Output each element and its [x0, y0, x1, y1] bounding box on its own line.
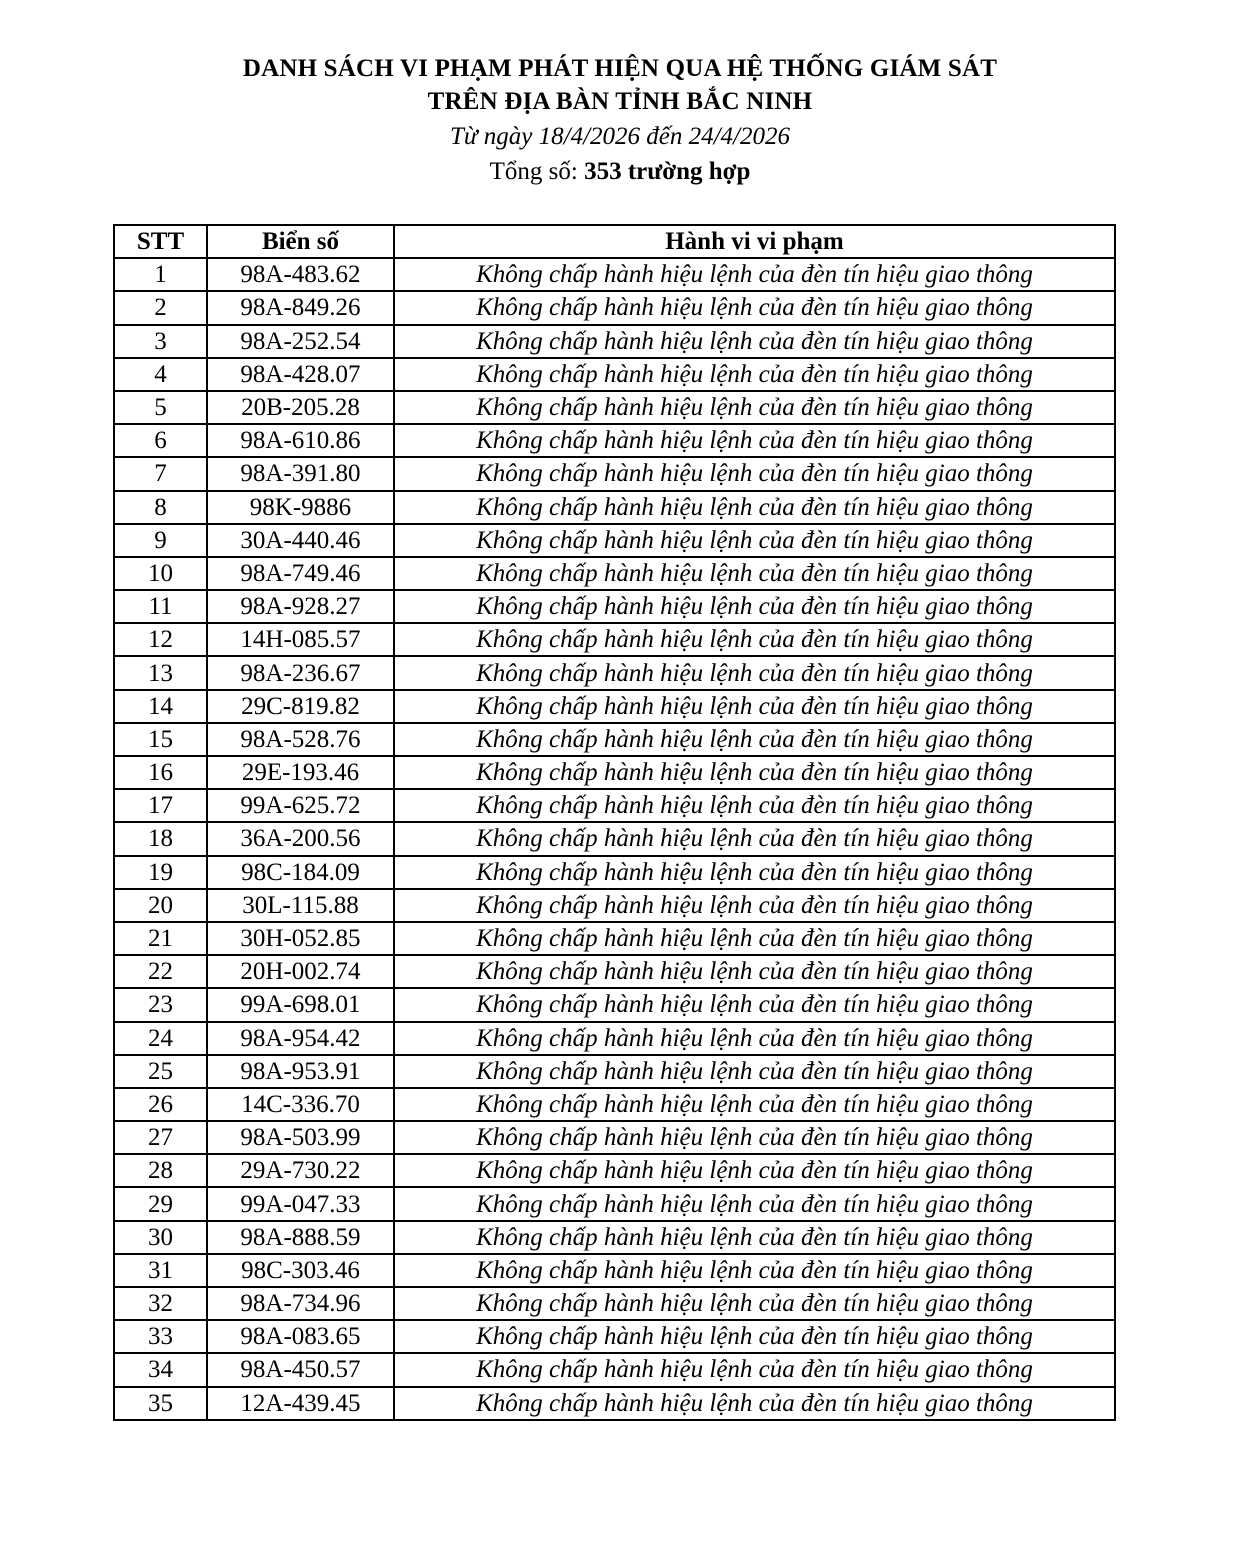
- row-stt-cell: 10: [114, 557, 207, 590]
- row-violation-cell: Không chấp hành hiệu lệnh của đèn tín hiệu giao thông: [394, 1022, 1115, 1055]
- table-body: [114, 258, 1115, 1420]
- row-violation-cell: Không chấp hành hiệu lệnh của đèn tín hiệu giao thông: [394, 590, 1115, 623]
- table-row: [114, 1287, 1115, 1320]
- row-stt-cell: 11: [114, 590, 207, 623]
- row-plate-cell: 98A-236.67: [207, 656, 394, 689]
- row-plate-cell: 98A-954.42: [207, 1022, 394, 1055]
- row-plate-cell: 98C-184.09: [207, 856, 394, 889]
- row-plate-cell: 99A-625.72: [207, 789, 394, 822]
- row-violation-cell: Không chấp hành hiệu lệnh của đèn tín hiệu giao thông: [394, 922, 1115, 955]
- row-stt-cell: 6: [114, 424, 207, 457]
- table-row: [114, 988, 1115, 1021]
- table-row: [114, 358, 1115, 391]
- row-stt-cell: 17: [114, 789, 207, 822]
- date-range: Từ ngày 18/4/2026 đến 24/4/2026: [449, 123, 790, 150]
- table-row: [114, 1320, 1115, 1353]
- row-stt-cell: 25: [114, 1055, 207, 1088]
- row-plate-cell: 98A-503.99: [207, 1121, 394, 1154]
- row-stt-cell: 21: [114, 922, 207, 955]
- table-row: [114, 491, 1115, 524]
- table-row: [114, 557, 1115, 590]
- table-row: [114, 1221, 1115, 1254]
- row-stt-cell: 1: [114, 258, 207, 291]
- row-violation-cell: Không chấp hành hiệu lệnh của đèn tín hiệu giao thông: [394, 822, 1115, 855]
- table-row: [114, 922, 1115, 955]
- row-plate-cell: 98A-483.62: [207, 258, 394, 291]
- row-stt-cell: 9: [114, 524, 207, 557]
- row-plate-cell: 98A-391.80: [207, 457, 394, 490]
- row-violation-cell: Không chấp hành hiệu lệnh của đèn tín hiệu giao thông: [394, 491, 1115, 524]
- row-violation-cell: Không chấp hành hiệu lệnh của đèn tín hiệu giao thông: [394, 557, 1115, 590]
- row-violation-cell: Không chấp hành hiệu lệnh của đèn tín hiệu giao thông: [394, 789, 1115, 822]
- row-plate-cell: 99A-047.33: [207, 1187, 394, 1220]
- row-violation-cell: Không chấp hành hiệu lệnh của đèn tín hiệu giao thông: [394, 656, 1115, 689]
- table-row: [114, 1187, 1115, 1220]
- row-violation-cell: Không chấp hành hiệu lệnh của đèn tín hiệu giao thông: [394, 1320, 1115, 1353]
- row-violation-cell: Không chấp hành hiệu lệnh của đèn tín hiệu giao thông: [394, 457, 1115, 490]
- row-stt-cell: 28: [114, 1154, 207, 1187]
- row-stt-cell: 16: [114, 756, 207, 789]
- table-row: [114, 325, 1115, 358]
- row-stt-cell: 13: [114, 656, 207, 689]
- row-violation-cell: Không chấp hành hiệu lệnh của đèn tín hiệu giao thông: [394, 325, 1115, 358]
- row-violation-cell: Không chấp hành hiệu lệnh của đèn tín hiệu giao thông: [394, 1088, 1115, 1121]
- row-stt-cell: 19: [114, 856, 207, 889]
- document-title-line-1: DANH SÁCH VI PHẠM PHÁT HIỆN QUA HỆ THỐNG GIÁM SÁT: [242, 55, 998, 82]
- row-violation-cell: Không chấp hành hiệu lệnh của đèn tín hiệu giao thông: [394, 358, 1115, 391]
- table-row: [114, 889, 1115, 922]
- row-stt-cell: 14: [114, 690, 207, 723]
- table-row: [114, 391, 1115, 424]
- row-plate-cell: 20B-205.28: [207, 391, 394, 424]
- table-row: [114, 457, 1115, 490]
- table-row: [114, 424, 1115, 457]
- row-plate-cell: 98A-953.91: [207, 1055, 394, 1088]
- row-violation-cell: Không chấp hành hiệu lệnh của đèn tín hiệu giao thông: [394, 756, 1115, 789]
- row-stt-cell: 29: [114, 1187, 207, 1220]
- row-plate-cell: 98A-734.96: [207, 1287, 394, 1320]
- total-count: [0, 154, 1240, 189]
- row-stt-cell: 34: [114, 1353, 207, 1386]
- table-row: [114, 524, 1115, 557]
- row-stt-cell: 5: [114, 391, 207, 424]
- table-row: [114, 789, 1115, 822]
- row-stt-cell: 20: [114, 889, 207, 922]
- row-stt-cell: 30: [114, 1221, 207, 1254]
- row-plate-cell: 98A-450.57: [207, 1353, 394, 1386]
- table-row: [114, 1121, 1115, 1154]
- violations-table: [113, 224, 1116, 1421]
- row-plate-cell: 98A-252.54: [207, 325, 394, 358]
- row-violation-cell: Không chấp hành hiệu lệnh của đèn tín hiệu giao thông: [394, 424, 1115, 457]
- table-row: [114, 656, 1115, 689]
- row-violation-cell: Không chấp hành hiệu lệnh của đèn tín hiệu giao thông: [394, 524, 1115, 557]
- row-plate-cell: 29A-730.22: [207, 1154, 394, 1187]
- row-plate-cell: 98A-749.46: [207, 557, 394, 590]
- table-row: [114, 623, 1115, 656]
- header-stt: STT: [114, 225, 207, 258]
- total-label: Tổng số:: [489, 158, 585, 185]
- row-violation-cell: Không chấp hành hiệu lệnh của đèn tín hiệu giao thông: [394, 1221, 1115, 1254]
- row-violation-cell: Không chấp hành hiệu lệnh của đèn tín hiệu giao thông: [394, 723, 1115, 756]
- row-violation-cell: Không chấp hành hiệu lệnh của đèn tín hiệu giao thông: [394, 856, 1115, 889]
- table-row: [114, 258, 1115, 291]
- row-violation-cell: Không chấp hành hiệu lệnh của đèn tín hiệu giao thông: [394, 955, 1115, 988]
- row-stt-cell: 26: [114, 1088, 207, 1121]
- row-stt-cell: 8: [114, 491, 207, 524]
- table-row: [114, 1055, 1115, 1088]
- row-plate-cell: 98A-428.07: [207, 358, 394, 391]
- row-plate-cell: 98C-303.46: [207, 1254, 394, 1287]
- header-plate: Biển số: [207, 225, 394, 258]
- row-stt-cell: 33: [114, 1320, 207, 1353]
- table-row: [114, 291, 1115, 324]
- row-violation-cell: Không chấp hành hiệu lệnh của đèn tín hiệu giao thông: [394, 391, 1115, 424]
- row-stt-cell: 7: [114, 457, 207, 490]
- table-row: [114, 822, 1115, 855]
- row-stt-cell: 24: [114, 1022, 207, 1055]
- row-stt-cell: 15: [114, 723, 207, 756]
- table-row: [114, 1088, 1115, 1121]
- table-row: [114, 955, 1115, 988]
- header-violation: Hành vi vi phạm: [394, 225, 1115, 258]
- row-plate-cell: 98A-928.27: [207, 590, 394, 623]
- table-row: [114, 690, 1115, 723]
- row-violation-cell: Không chấp hành hiệu lệnh của đèn tín hiệu giao thông: [394, 291, 1115, 324]
- row-plate-cell: 14C-336.70: [207, 1088, 394, 1121]
- row-violation-cell: Không chấp hành hiệu lệnh của đèn tín hiệu giao thông: [394, 1254, 1115, 1287]
- row-plate-cell: 30A-440.46: [207, 524, 394, 557]
- row-plate-cell: 20H-002.74: [207, 955, 394, 988]
- row-violation-cell: Không chấp hành hiệu lệnh của đèn tín hiệu giao thông: [394, 1387, 1115, 1420]
- row-stt-cell: 3: [114, 325, 207, 358]
- row-plate-cell: 98A-888.59: [207, 1221, 394, 1254]
- table-header-row: [114, 225, 1115, 258]
- document-title-line-2: TRÊN ĐỊA BÀN TỈNH BẮC NINH: [427, 88, 813, 115]
- row-plate-cell: 98A-610.86: [207, 424, 394, 457]
- row-violation-cell: Không chấp hành hiệu lệnh của đèn tín hiệu giao thông: [394, 889, 1115, 922]
- row-stt-cell: 18: [114, 822, 207, 855]
- table-row: [114, 590, 1115, 623]
- document-header: [0, 52, 1240, 189]
- table-row: [114, 1387, 1115, 1420]
- row-plate-cell: 30H-052.85: [207, 922, 394, 955]
- row-violation-cell: Không chấp hành hiệu lệnh của đèn tín hiệu giao thông: [394, 690, 1115, 723]
- row-stt-cell: 4: [114, 358, 207, 391]
- total-value: 353 trường hợp: [584, 158, 751, 185]
- row-stt-cell: 22: [114, 955, 207, 988]
- row-stt-cell: 23: [114, 988, 207, 1021]
- row-violation-cell: Không chấp hành hiệu lệnh của đèn tín hiệu giao thông: [394, 1154, 1115, 1187]
- row-stt-cell: 31: [114, 1254, 207, 1287]
- row-plate-cell: 98K-9886: [207, 491, 394, 524]
- row-violation-cell: Không chấp hành hiệu lệnh của đèn tín hiệu giao thông: [394, 623, 1115, 656]
- row-plate-cell: 36A-200.56: [207, 822, 394, 855]
- row-stt-cell: 2: [114, 291, 207, 324]
- row-violation-cell: Không chấp hành hiệu lệnh của đèn tín hiệu giao thông: [394, 1287, 1115, 1320]
- table-row: [114, 1353, 1115, 1386]
- row-plate-cell: 14H-085.57: [207, 623, 394, 656]
- table-row: [114, 1022, 1115, 1055]
- row-violation-cell: Không chấp hành hiệu lệnh của đèn tín hiệu giao thông: [394, 988, 1115, 1021]
- row-plate-cell: 99A-698.01: [207, 988, 394, 1021]
- row-stt-cell: 35: [114, 1387, 207, 1420]
- row-stt-cell: 32: [114, 1287, 207, 1320]
- row-violation-cell: Không chấp hành hiệu lệnh của đèn tín hiệu giao thông: [394, 1187, 1115, 1220]
- row-stt-cell: 12: [114, 623, 207, 656]
- row-violation-cell: Không chấp hành hiệu lệnh của đèn tín hiệu giao thông: [394, 1055, 1115, 1088]
- row-stt-cell: 27: [114, 1121, 207, 1154]
- row-plate-cell: 12A-439.45: [207, 1387, 394, 1420]
- row-violation-cell: Không chấp hành hiệu lệnh của đèn tín hiệu giao thông: [394, 258, 1115, 291]
- row-plate-cell: 98A-849.26: [207, 291, 394, 324]
- row-violation-cell: Không chấp hành hiệu lệnh của đèn tín hiệu giao thông: [394, 1121, 1115, 1154]
- table-row: [114, 1154, 1115, 1187]
- row-violation-cell: Không chấp hành hiệu lệnh của đèn tín hiệu giao thông: [394, 1353, 1115, 1386]
- row-plate-cell: 98A-528.76: [207, 723, 394, 756]
- row-plate-cell: 29C-819.82: [207, 690, 394, 723]
- table-row: [114, 756, 1115, 789]
- row-plate-cell: 98A-083.65: [207, 1320, 394, 1353]
- row-plate-cell: 29E-193.46: [207, 756, 394, 789]
- table-row: [114, 1254, 1115, 1287]
- row-plate-cell: 30L-115.88: [207, 889, 394, 922]
- table-row: [114, 723, 1115, 756]
- table-row: [114, 856, 1115, 889]
